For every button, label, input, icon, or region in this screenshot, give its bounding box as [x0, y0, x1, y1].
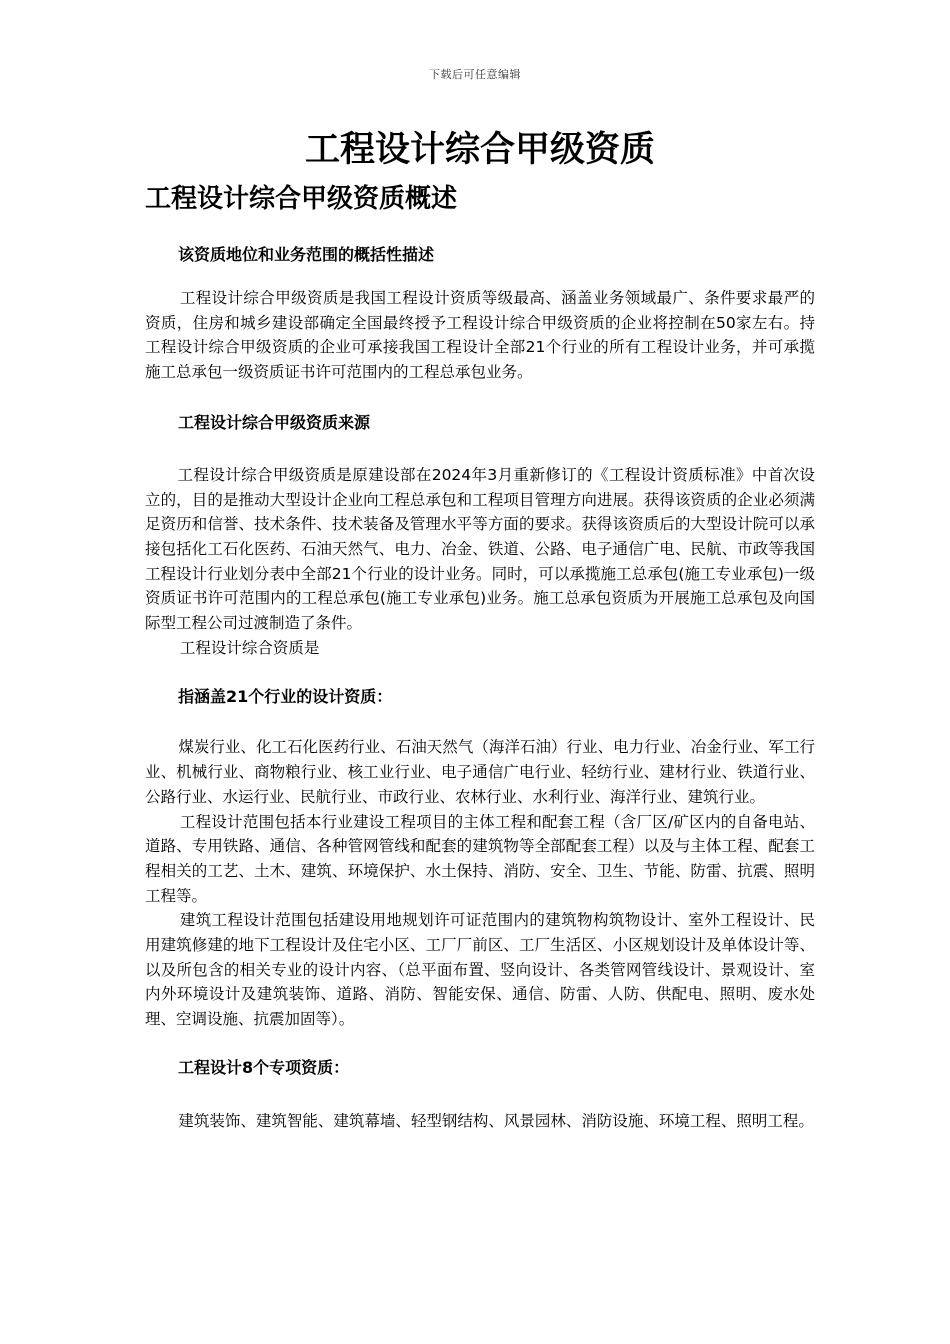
paragraph-special: 建筑装饰、建筑智能、建筑幕墙、轻型钢结构、风景园林、消防设施、环境工程、照明工程。 [178, 1111, 814, 1130]
heading-scope: 该资质地位和业务范围的概括性描述 [178, 245, 435, 264]
paragraph-source: 工程设计综合甲级资质是原建设部在2024年3月重新修订的《工程设计资质标准》中首次设立的，目的是推动大型设计企业向工程总承包和工程项目管理方向进展。获得该资质的企业必须满足资历和信誉、技术条件、技术装备及管理水平等方面的要求。获得该资质后的大型设计院可以承接包括化工石化医药、石油天然气、电力、冶金、铁道、公路、电子通信广电、民航、市政等我国工程设计行业划分表中全部21个行业的设计业务。同时，可以承揽施工总承包(施工专业承包)一级资质证书许可范围内的工程总承包(施工专业承包)业务。施工总承包资质为开展施工总承包及向国际型工程公司过渡制造了条件。 [145, 465, 815, 633]
heading-special: 工程设计8个专项资质： [178, 1057, 350, 1077]
paragraph-scope: 工程设计综合甲级资质是我国工程设计资质等级最高、涵盖业务领域最广、条件要求最严的资质，住房和城乡建设部确定全国最终授予工程设计综合甲级资质的企业将控制在50家左右。持工程设计综合甲级资质的企业可承接我国工程设计全部21个行业的所有工程设计业务，并可承揽施工总承包一级资质证书许可范围内的工程总承包业务。 [145, 289, 815, 382]
document-title: 工程设计综合甲级资质 [304, 129, 655, 170]
paragraph-is: 工程设计综合资质是 [179, 638, 320, 657]
header-note: 下载后可任意编辑 [429, 68, 521, 81]
document-body [145, 122, 815, 1134]
heading-industries: 指涵盖21个行业的设计资质： [178, 687, 393, 707]
paragraph-building-scope: 建筑工程设计范围包括建设用地规划许可证范围内的建筑物构筑物设计、室外工程设计、民用建筑修建的地下工程设计及住宅小区、工厂厂前区、工厂生活区、小区规划设计及单体设计等、以及所包含的相关专业的设计内容、（总平面布置、竖向设计、各类管网管线设计、景观设计、室内外环境设计及建筑装饰、道路、消防、智能安保、通信、防雷、人防、供配电、照明、废水处理、空调设施、抗震加固等）。 [145, 911, 815, 1029]
heading-source: 工程设计综合甲级资质来源 [178, 412, 371, 432]
paragraph-design-scope: 工程设计范围包括本行业建设工程项目的主体工程和配套工程（含厂区/矿区内的自备电站、道路、专用铁路、通信、各种管网管线和配套的建筑物等全部配套工程）以及与主体工程、配套工程相关的工艺、土木、建筑、环境保护、水土保持、消防、安全、卫生、节能、防雷、抗震、照明工程等。 [145, 812, 815, 905]
paragraph-industries: 煤炭行业、化工石化医药行业、石油天然气（海洋石油）行业、电力行业、冶金行业、军工行业、机械行业、商物粮行业、核工业行业、电子通信广电行业、轻纺行业、建材行业、铁道行业、公路行业、水运行业、民航行业、市政行业、农林行业、水利行业、海洋行业、建筑行业。 [145, 738, 815, 806]
section-title: 工程设计综合甲级资质概述 [145, 184, 458, 214]
